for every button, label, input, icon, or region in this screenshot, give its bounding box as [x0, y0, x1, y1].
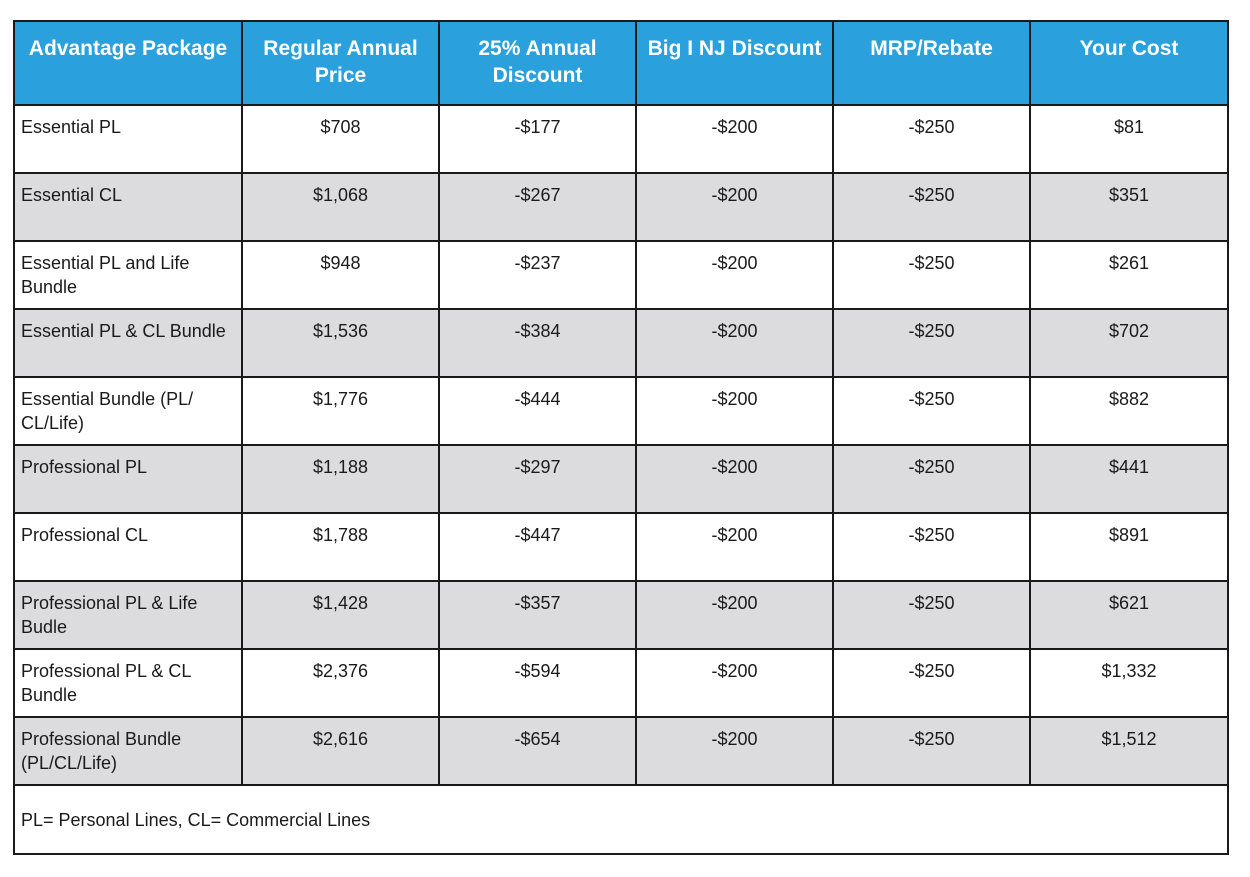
mrp-rebate: -$250 — [833, 173, 1030, 241]
package-name: Professional Bundle (PL/CL/Life) — [14, 717, 242, 785]
table-row — [14, 649, 1228, 717]
mrp-rebate: -$250 — [833, 717, 1030, 785]
annual-discount: -$267 — [439, 173, 636, 241]
annual-discount: -$297 — [439, 445, 636, 513]
regular-price: $1,188 — [242, 445, 439, 513]
big-i-discount: -$200 — [636, 173, 833, 241]
package-name: Professional PL & CL Bundle — [14, 649, 242, 717]
header-row — [14, 21, 1228, 105]
your-cost: $882 — [1030, 377, 1228, 445]
regular-price: $2,616 — [242, 717, 439, 785]
big-i-discount: -$200 — [636, 241, 833, 309]
annual-discount: -$447 — [439, 513, 636, 581]
table-row — [14, 445, 1228, 513]
mrp-rebate: -$250 — [833, 649, 1030, 717]
pricing-table — [13, 20, 1229, 855]
big-i-discount: -$200 — [636, 717, 833, 785]
regular-price: $1,428 — [242, 581, 439, 649]
your-cost: $702 — [1030, 309, 1228, 377]
mrp-rebate: -$250 — [833, 513, 1030, 581]
your-cost: $1,512 — [1030, 717, 1228, 785]
table-row — [14, 377, 1228, 445]
header-advantage-package: Advantage Package — [14, 21, 242, 105]
annual-discount: -$654 — [439, 717, 636, 785]
annual-discount: -$177 — [439, 105, 636, 173]
header-annual-discount: 25% Annual Discount — [439, 21, 636, 105]
big-i-discount: -$200 — [636, 649, 833, 717]
package-name: Professional PL — [14, 445, 242, 513]
your-cost: $351 — [1030, 173, 1228, 241]
big-i-discount: -$200 — [636, 309, 833, 377]
header-mrp-rebate: MRP/Rebate — [833, 21, 1030, 105]
header-big-i-nj-discount: Big I NJ Discount — [636, 21, 833, 105]
table-footer — [14, 785, 1228, 854]
table-header — [14, 21, 1228, 105]
mrp-rebate: -$250 — [833, 309, 1030, 377]
table-row — [14, 309, 1228, 377]
mrp-rebate: -$250 — [833, 445, 1030, 513]
regular-price: $948 — [242, 241, 439, 309]
your-cost: $441 — [1030, 445, 1228, 513]
regular-price: $2,376 — [242, 649, 439, 717]
your-cost: $621 — [1030, 581, 1228, 649]
package-name: Essential PL & CL Bundle — [14, 309, 242, 377]
annual-discount: -$594 — [439, 649, 636, 717]
package-name: Essential Bundle (PL/ CL/Life) — [14, 377, 242, 445]
footnote-row — [14, 785, 1228, 854]
big-i-discount: -$200 — [636, 445, 833, 513]
big-i-discount: -$200 — [636, 377, 833, 445]
regular-price: $1,536 — [242, 309, 439, 377]
table-body — [14, 105, 1228, 785]
header-regular-annual-price: Regular Annual Price — [242, 21, 439, 105]
big-i-discount: -$200 — [636, 581, 833, 649]
your-cost: $81 — [1030, 105, 1228, 173]
annual-discount: -$357 — [439, 581, 636, 649]
regular-price: $1,776 — [242, 377, 439, 445]
big-i-discount: -$200 — [636, 105, 833, 173]
package-name: Professional CL — [14, 513, 242, 581]
your-cost: $261 — [1030, 241, 1228, 309]
footnote: PL= Personal Lines, CL= Commercial Lines — [14, 785, 1228, 854]
annual-discount: -$237 — [439, 241, 636, 309]
header-your-cost: Your Cost — [1030, 21, 1228, 105]
your-cost: $1,332 — [1030, 649, 1228, 717]
package-name: Professional PL & Life Budle — [14, 581, 242, 649]
table-row — [14, 513, 1228, 581]
package-name: Essential PL — [14, 105, 242, 173]
table-row — [14, 717, 1228, 785]
mrp-rebate: -$250 — [833, 581, 1030, 649]
mrp-rebate: -$250 — [833, 377, 1030, 445]
mrp-rebate: -$250 — [833, 105, 1030, 173]
regular-price: $1,788 — [242, 513, 439, 581]
package-name: Essential PL and Life Bundle — [14, 241, 242, 309]
mrp-rebate: -$250 — [833, 241, 1030, 309]
table-row — [14, 581, 1228, 649]
table-row — [14, 173, 1228, 241]
package-name: Essential CL — [14, 173, 242, 241]
big-i-discount: -$200 — [636, 513, 833, 581]
annual-discount: -$444 — [439, 377, 636, 445]
table-row — [14, 105, 1228, 173]
regular-price: $708 — [242, 105, 439, 173]
annual-discount: -$384 — [439, 309, 636, 377]
regular-price: $1,068 — [242, 173, 439, 241]
your-cost: $891 — [1030, 513, 1228, 581]
table-row — [14, 241, 1228, 309]
